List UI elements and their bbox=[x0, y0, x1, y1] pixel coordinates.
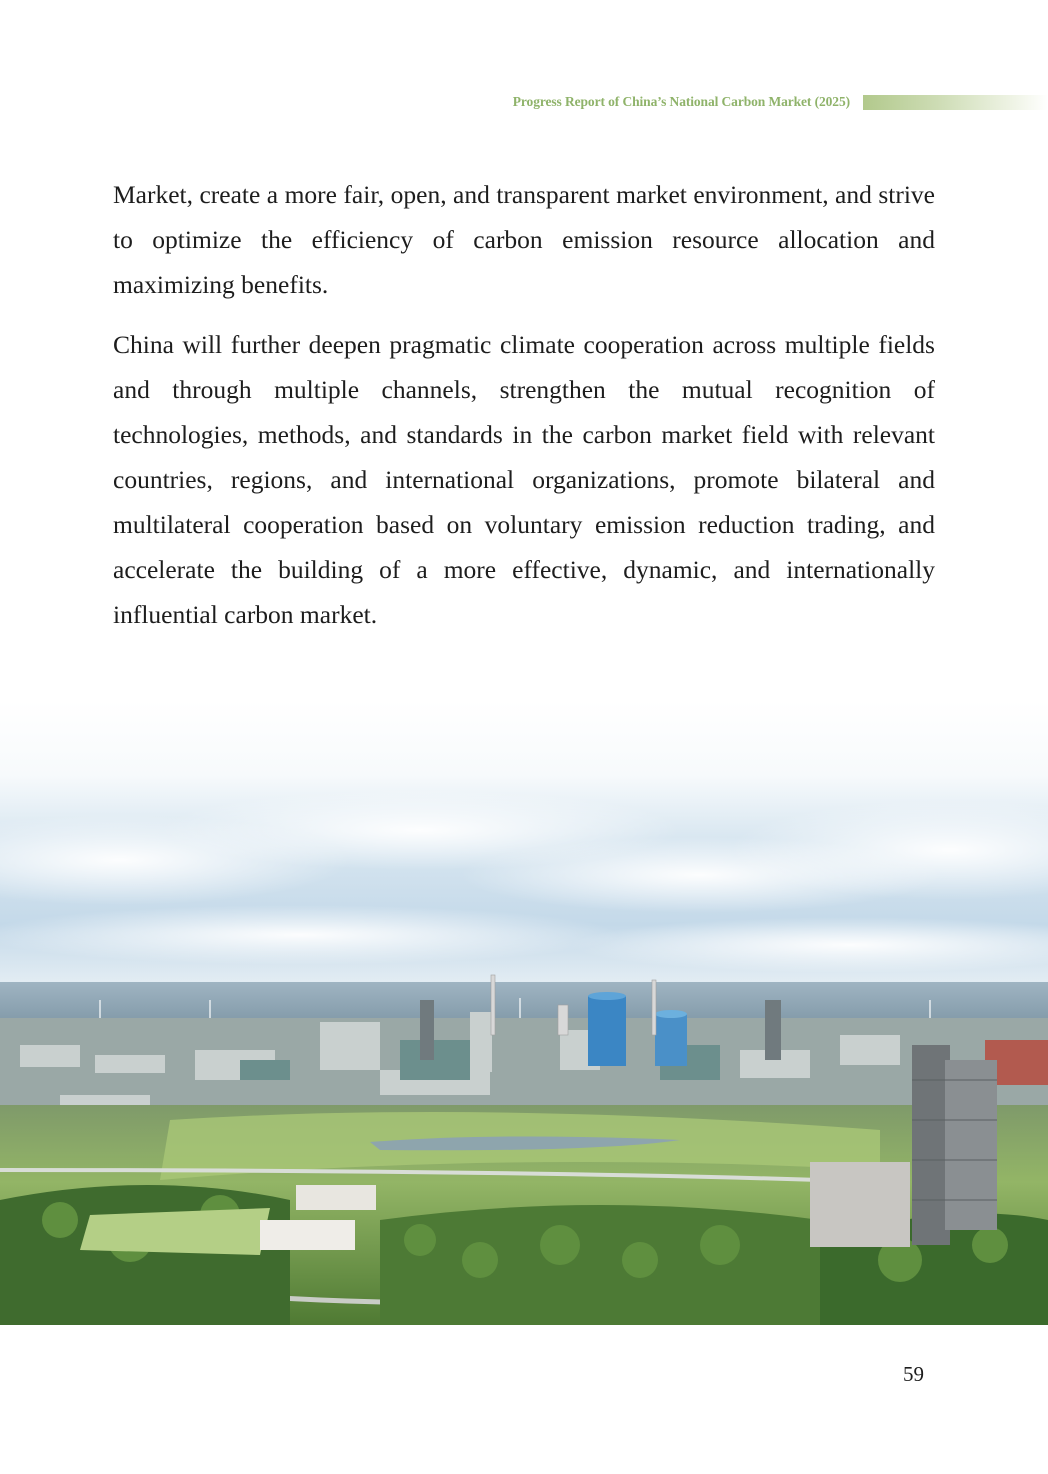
paragraph-2: China will further deepen pragmatic climate cooperation across multiple fields and through multiple channels, strengthen the mutual recognition of technologies, methods, and standards in the carbon market field with relevant countries, regions, and international organizations, promote bilateral and multilateral cooperation based on voluntary emission reduction trading, and accelerate the building of a more effective, dynamic, and internationally influential carbon market. bbox=[113, 330, 935, 629]
paragraph-1: Market, create a more fair, open, and transparent market environment, and strive to optimize the efficiency of carbon emission resource allocation and maximizing benefits. bbox=[113, 180, 935, 299]
header-gradient-bar bbox=[863, 95, 1048, 110]
industrial-park-illustration bbox=[0, 700, 1048, 1325]
page-number: 59 bbox=[903, 1362, 924, 1386]
header-title: Progress Report of China’s National Carbon Market (2025) bbox=[512, 94, 850, 109]
body-text bbox=[113, 172, 935, 652]
running-header bbox=[0, 94, 1048, 112]
industrial-park-photo bbox=[0, 700, 1048, 1325]
